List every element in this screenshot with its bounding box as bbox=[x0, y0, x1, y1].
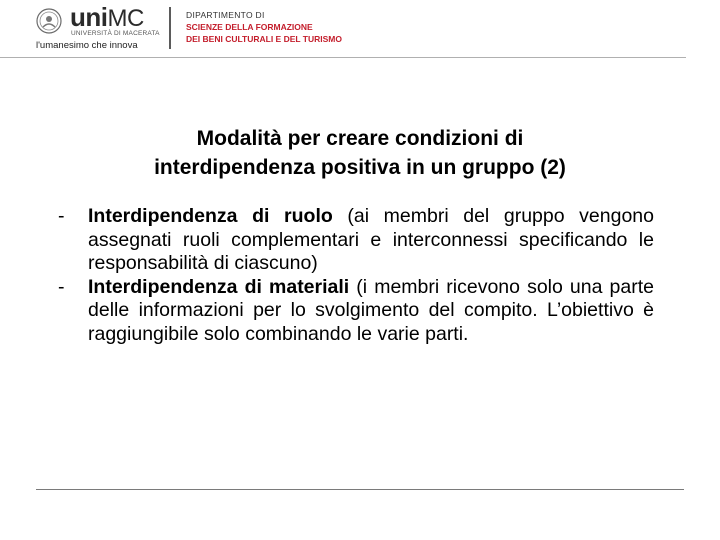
bullet-term: Interdipendenza di materiali bbox=[88, 275, 350, 298]
logo-bold-text: uni bbox=[70, 2, 108, 32]
dept-line-3: DEI BENI CULTURALI E DEL TURISMO bbox=[186, 34, 342, 44]
header-rule bbox=[0, 57, 686, 58]
bullet-description: (i membri ricevono solo una parte delle informazioni per lo svolgimento del compito. L’obiettivo è raggiungibile solo combinando le varie parti. bbox=[88, 275, 654, 345]
dept-line-1: DIPARTIMENTO DI bbox=[186, 10, 265, 20]
university-name: UNIVERSITÀ DI MACERATA bbox=[71, 30, 160, 37]
list-item bbox=[58, 276, 654, 347]
header bbox=[0, 0, 720, 62]
bullet-term: Interdipendenza di ruolo bbox=[88, 205, 333, 227]
bullet-dash: - bbox=[58, 205, 65, 227]
header-divider bbox=[169, 7, 171, 49]
bullet-text bbox=[88, 205, 654, 276]
bullet-list bbox=[58, 205, 654, 346]
slide-title bbox=[80, 124, 640, 182]
title-line-1: Modalità per creare condizioni di bbox=[196, 127, 524, 150]
university-seal-icon bbox=[36, 8, 62, 34]
bullet-text bbox=[88, 276, 654, 347]
motto: l'umanesimo che innova bbox=[36, 40, 138, 51]
department-name bbox=[186, 9, 342, 45]
title-line-2: interdipendenza positiva in un gruppo (2) bbox=[154, 156, 566, 179]
bullet-dash: - bbox=[58, 275, 65, 298]
list-item bbox=[58, 205, 654, 276]
footer-rule bbox=[36, 489, 684, 490]
logo-thin-text: MC bbox=[107, 5, 144, 32]
bullet-description: (ai membri del gruppo vengono assegnati ruoli complementari e interconnessi specificando le responsabilità di ciascuno) bbox=[88, 205, 654, 274]
unimc-logo bbox=[70, 4, 144, 32]
dept-line-2: SCIENZE DELLA FORMAZIONE bbox=[186, 22, 313, 32]
